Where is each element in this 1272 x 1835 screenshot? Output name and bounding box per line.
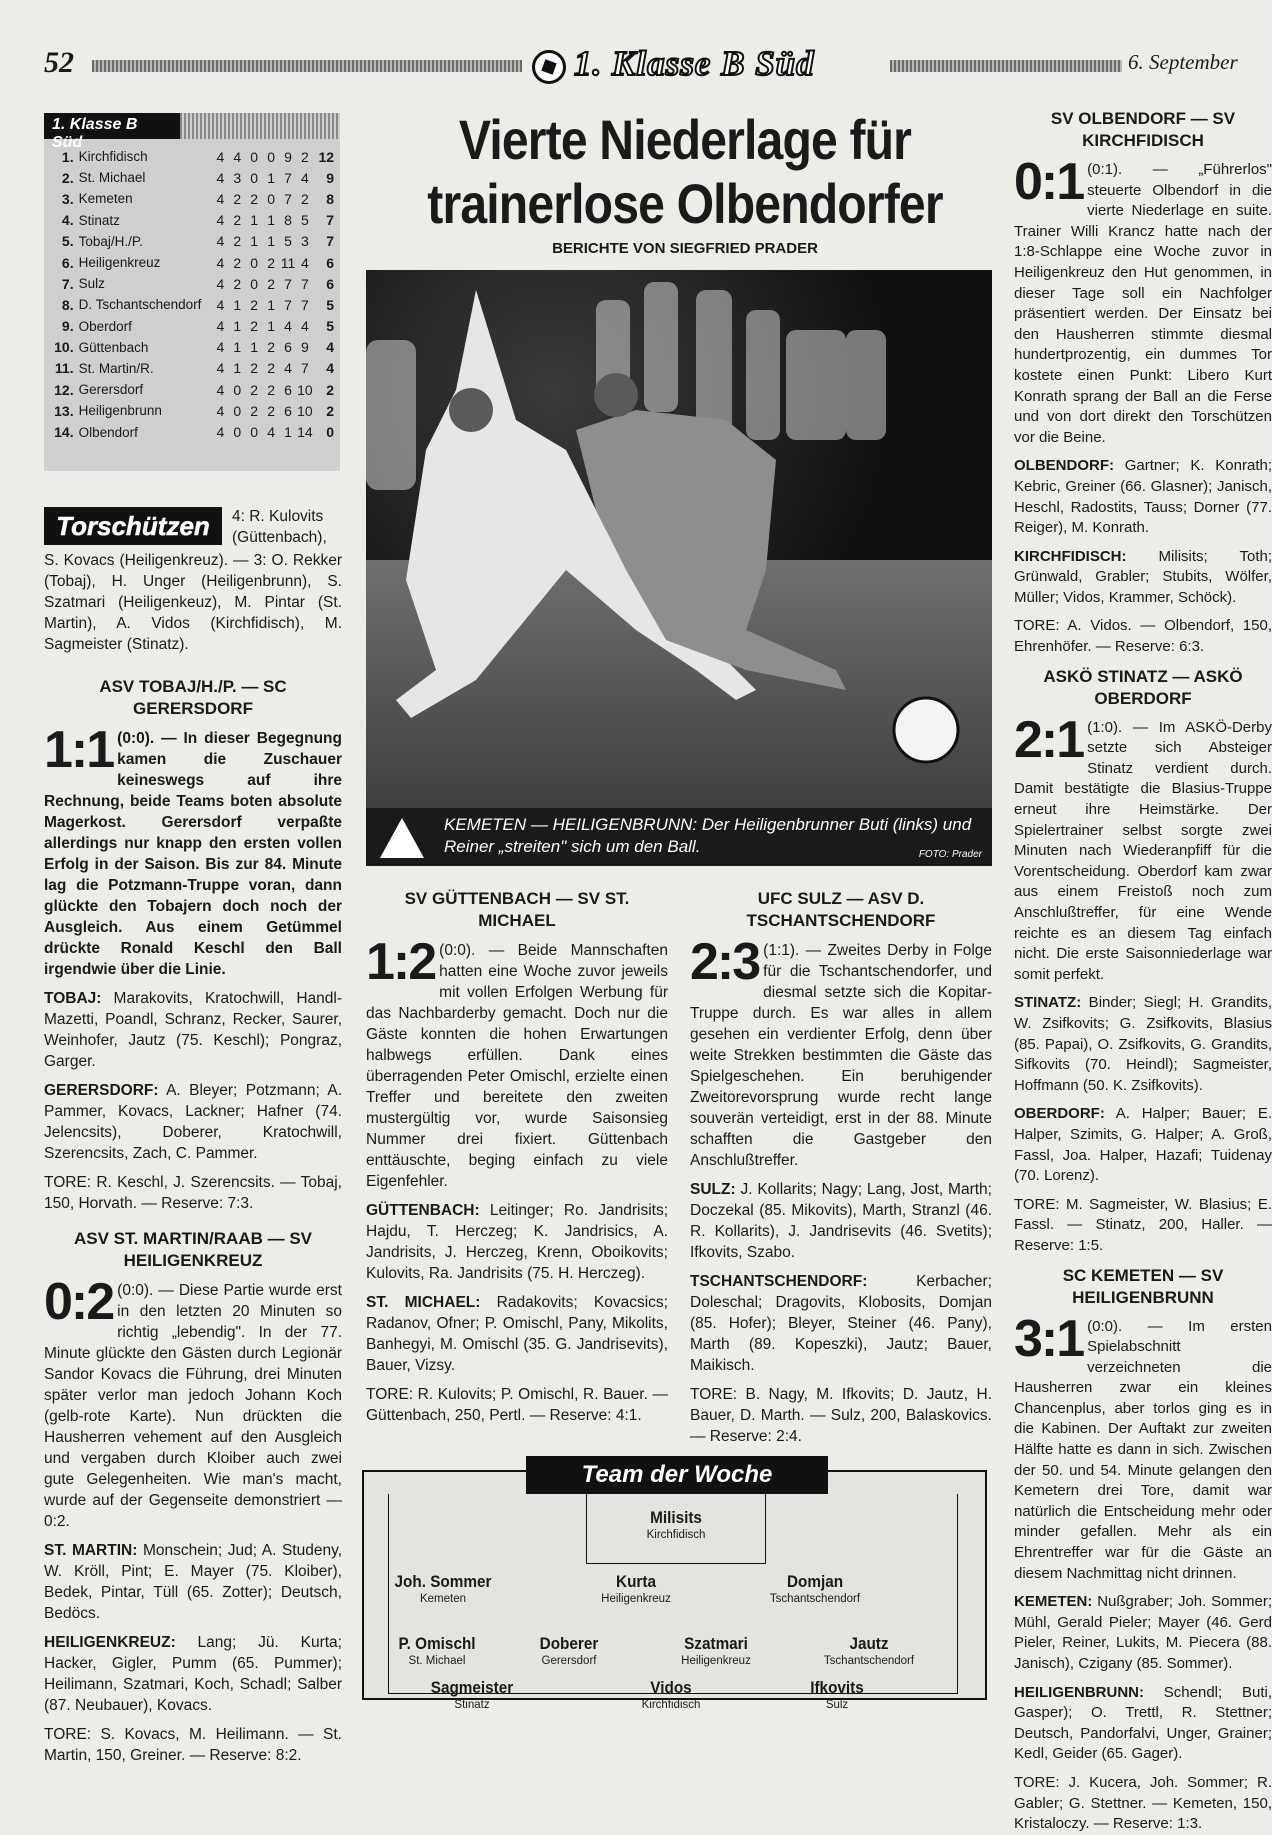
- header-rule-right: [890, 60, 1122, 72]
- standings-title: 1. Klasse B Süd: [44, 113, 180, 139]
- match-title: ASV ST. MARTIN/RAAB — SV HEILIGENKREUZ: [73, 1229, 313, 1270]
- standings-cell-pos: 5.: [61, 233, 74, 250]
- standings-cell-l: 0: [267, 148, 275, 165]
- match-title: ASKÖ STINATZ — ASKÖ OBERDORF: [1043, 666, 1243, 708]
- standings-cell-l: 1: [267, 296, 275, 313]
- standings-cell-pos: 10.: [54, 339, 74, 356]
- standings-cell-pts: 6: [326, 254, 335, 271]
- standings-cell-team: Olbendorf: [78, 424, 138, 440]
- standings-cell-g: 4: [216, 296, 225, 313]
- standings-row: [52, 400, 334, 421]
- standings-cell-g: 4: [216, 381, 225, 398]
- player-card: Jautz Tschantschendorf: [823, 1634, 915, 1667]
- match-title: ASV TOBAJ/H./P. — SC GERERSDORF: [99, 677, 287, 718]
- standings-cell-pos: 2.: [61, 169, 74, 186]
- goals-line: TORE: M. Sagmeister, W. Blasius; E. Fassl. — Stinatz, 200, Haller. — Reserve: 1:5.: [1014, 1195, 1272, 1254]
- headline: Vierte Niederlage für trainerlose Olbendorfer: [427, 108, 943, 235]
- match-title: SC KEMETEN — SV HEILIGENBRUNN: [1062, 1265, 1224, 1307]
- standings-cell-gf: 7: [284, 169, 292, 186]
- lineup-away: TSCHANTSCHENDORF: Kerbacher; Doleschal; Dragovits, Klobosits, Domjan (85. Hofer); Bleyer, Steiner (46. Pany), Marth (89. Kopeszki), Jautz; Bauer, Maikisch.: [690, 1273, 992, 1374]
- match-report: [44, 1273, 342, 1532]
- standings-cell-ga: 5: [301, 212, 309, 229]
- standings-cell-d: 0: [250, 254, 259, 271]
- standings-cell-l: 1: [267, 233, 275, 250]
- column-right: [1014, 108, 1272, 1835]
- standings-cell-team: D. Tschantschendorf: [78, 297, 202, 313]
- standings-cell-pos: 4.: [61, 212, 74, 229]
- standings-cell-pts: 4: [326, 360, 335, 377]
- match-score: 2:1: [1014, 710, 1084, 769]
- standings-cell-ga: 7: [301, 360, 309, 377]
- standings-cell-d: 2: [250, 402, 259, 419]
- standings-cell-l: 2: [267, 339, 275, 356]
- scorers-title: Torschützen: [44, 507, 222, 545]
- lineup-home: KEMETEN: Nußgraber; Joh. Sommer; Mühl, Gerald Pieler; Mayer (46. Gerd Pieler, Reiner, Lukits, M. Piecera (88. Janisch), Czigany (85. Sommer).: [1014, 1593, 1272, 1672]
- standings-row: [52, 294, 334, 315]
- standings-cell-g: 4: [216, 148, 225, 165]
- standings-cell-d: 0: [250, 275, 259, 292]
- lineup-away: HEILIGENBRUNN: Schendl; Buti, Gasper); O. Trettl, R. Stettner; Deutsch, Pandorfalvi, Unger, Grainer; Kedl, Geider (65. Gager).: [1014, 1683, 1272, 1763]
- standings-cell-g: 4: [216, 402, 225, 419]
- standings-row: [52, 146, 334, 167]
- standings-cell-gf: 5: [284, 233, 292, 250]
- lineup-away: OBERDORF: A. Halper; Bauer; E. Halper, Szimits, G. Halper; A. Groß, Fassl, Joa. Halper, Hazafi; Tuidenay (70. Lorenz).: [1014, 1105, 1272, 1185]
- lineup-home: SULZ: J. Kollarits; Nagy; Lang, Jost, Marth; Doczekal (85. Mikovits), Marth, Stranzl (46. R. Kollarits), J. Jandrisevits (46. Svetits); Ifkovits, Szabo.: [690, 1181, 992, 1261]
- section-title: 1. Klasse B Süd: [574, 44, 815, 83]
- match-report: [690, 933, 992, 1171]
- standings-cell-w: 2: [233, 212, 242, 229]
- column-center-left: [366, 888, 668, 1434]
- soccer-ball-icon: [532, 50, 566, 84]
- match-score: 1:2: [366, 933, 436, 991]
- standings-cell-pts: 9: [326, 169, 335, 186]
- standings-cell-ga: 4: [301, 318, 309, 335]
- standings-cell-team: Gerersdorf: [78, 382, 144, 398]
- standings-cell-pts: 6: [326, 275, 335, 292]
- lineup-home: STINATZ: Binder; Siegl; H. Grandits, W. Zsifkovits; G. Zsifkovits, Blasius (85. Papai), O. Zsifkovits, G. Grandits, Sifkovits (70. Heindl); Sagmeister, Hoffmann (50. K. Zsifkovits).: [1014, 994, 1272, 1094]
- standings-row: [52, 379, 334, 400]
- standings-cell-gf: 9: [284, 148, 292, 165]
- standings-cell-pos: 7.: [61, 275, 74, 292]
- standings-cell-l: 1: [267, 169, 275, 186]
- standings-cell-gf: 4: [284, 360, 292, 377]
- standings-row: [52, 273, 334, 294]
- standings-cell-team: Oberdorf: [78, 318, 132, 334]
- standings-cell-d: 2: [250, 360, 259, 377]
- standings-row: [52, 231, 334, 252]
- header-rule-left: [92, 60, 522, 72]
- lineup-away: HEILIGENKREUZ: Lang; Jü. Kurta; Hacker, Gigler, Pumm (65. Pummer); Heilimann, Szatmari, Koch, Schadl; Salber (87. Neubauer), Kovacs.: [44, 1634, 342, 1714]
- standings-table: [44, 113, 340, 471]
- standings-cell-d: 0: [250, 169, 259, 186]
- standings-cell-w: 1: [233, 339, 242, 356]
- standings-cell-gf: 7: [284, 296, 292, 313]
- standings-cell-w: 2: [233, 254, 242, 271]
- standings-cell-gf: 8: [284, 212, 292, 229]
- standings-cell-d: 0: [250, 148, 259, 165]
- standings-cell-pts: 2: [326, 402, 335, 419]
- standings-cell-l: 4: [267, 424, 275, 441]
- standings-cell-g: 4: [216, 169, 225, 186]
- player-card: Doberer Gerersdorf: [539, 1634, 599, 1667]
- standings-cell-pts: 7: [326, 212, 335, 229]
- standings-row: [52, 188, 334, 209]
- standings-cell-ga: 7: [301, 275, 309, 292]
- match-score: 0:2: [44, 1273, 114, 1331]
- standings-cell-pos: 1.: [61, 148, 74, 165]
- standings-cell-d: 1: [250, 212, 259, 229]
- standings-cell-pos: 9.: [61, 318, 74, 335]
- match-report: [1014, 1309, 1272, 1585]
- standings-cell-g: 4: [216, 254, 225, 271]
- match-title: SV GÜTTENBACH — SV ST. MICHAEL: [404, 889, 630, 930]
- standings-cell-d: 2: [250, 190, 259, 207]
- standings-cell-gf: 7: [284, 190, 292, 207]
- player-card: Vidos Kirchfidisch: [641, 1678, 701, 1711]
- match-score: 3:1: [1014, 1309, 1084, 1368]
- standings-cell-w: 2: [233, 190, 242, 207]
- standings-cell-gf: 6: [284, 402, 292, 419]
- standings-cell-team: Kirchfidisch: [78, 149, 148, 165]
- lineup-away: ST. MICHAEL: Radakovits; Kovacsics; Radanov, Ofner; P. Omischl, Pany, Mikolits, Banhegyi, M. Omischl (35. G. Jandrisevits), Bauer, Vizsy.: [366, 1294, 668, 1374]
- standings-cell-l: 1: [267, 318, 275, 335]
- standings-cell-pos: 13.: [54, 402, 74, 419]
- standings-cell-w: 2: [233, 275, 242, 292]
- report-text: (0:1). — „Führerlos" steuerte Olbendorf in die vierte Niederlage en suite. Trainer Willi Krancz hatte nach der 1:8-Schlappe eine Woche zuvor in Heiligenkreuz den Hut genommen, in dieser Tage soll ein Nachfolger präsentiert werden. Der Einsatz bei den Hausherren stimmte diesmal hundertprozentig, ein dummes Tor kostete einen Punkt: Libero Kurt Konrath sprang der Ball an die Ferse und von dort direkt den Torschützen vor die Beine.: [1014, 161, 1272, 446]
- scorers-text: S. Kovacs (Heiligenkreuz). — 3: O. Rekker (Tobaj), H. Unger (Heiligenbrunn), S. Szatmari (Heiligenkeuz), M. Pintar (St. Martin), A. Vidos (Kirchfidisch), M. Sagmeister (Stinatz).: [44, 552, 342, 653]
- standings-row: [52, 337, 334, 358]
- report-text: (0:0). — Beide Mannschaften hatten eine Woche zuvor jeweils mit vollen Erfolgen Werbung für das Nachbarderby gemacht. Doch nur die Gäste konnten die hohen Erwartungen halbwegs erfüllen. Dank eines überragenden Peter Omischl, erzielte einen Treffer und bereitete den zweiten mustergültig vor, wurde Saisonsieg Nummer drei fixiert. Güttenbach enttäuschte, beging einfach zu viele Eigenfehler.: [366, 942, 668, 1190]
- report-text: (0:0). — Diese Partie wurde erst in den letzten 20 Minuten so richtig „lebendig". In der 77. Minute glückte den Gästen durch Legionär Sandor Kovacs die Führung, drei Minuten später verlor man jedoch Johann Koch (gelb-rote Karte). Nun drückten die Hausherren vehement auf den Ausgleich und vergaben durch Kloiber auch zwei gute Gelegenheiten. Wie man's macht, wurde auf der Gegenseite demonstriert — 0:2.: [44, 1282, 342, 1530]
- standings-cell-team: Heiligenbrunn: [78, 403, 162, 419]
- standings-cell-g: 4: [216, 318, 225, 335]
- match-score: 0:1: [1014, 153, 1084, 211]
- report-text: (1:1). — Zweites Derby in Folge für die Tschantschendorfer, und diesmal setzte sich die Kopitar-Truppe durch. Es war alles in allem gesehen ein verdienter Erfolg, denn über weite Strekken bestimmten die Gäste das Spielgeschehen. Ein beruhigender Zweitorevorsprung wurde recht lange souverän verteidigt, erst in der 88. Minute schafften die Gastgeber den Anschlußtreffer.: [690, 942, 992, 1169]
- standings-cell-pos: 12.: [54, 381, 74, 398]
- player-card: Szatmari Heiligenkreuz: [681, 1634, 751, 1667]
- standings-cell-team: Heiligenkreuz: [78, 255, 161, 271]
- standings-cell-gf: 7: [284, 275, 292, 292]
- byline: BERICHTE VON SIEGFRIED PRADER: [552, 240, 818, 257]
- triangle-icon: [380, 818, 424, 858]
- standings-cell-pos: 11.: [54, 360, 74, 377]
- standings-cell-d: 2: [250, 318, 259, 335]
- player-card: P. Omischl St. Michael: [398, 1634, 476, 1667]
- standings-cell-w: 4: [233, 148, 242, 165]
- standings-cell-team: Stinatz: [78, 212, 120, 228]
- report-text: (0:0). — In dieser Begegnung kamen die Zuschauer keineswegs auf ihre Rechnung, beide Teams boten absolute Magerkost. Gerersdorf verpaßte allerdings nur knapp den ersten vollen Erfolg in der Saison. Bis zur 84. Minute lag die Potzmann-Truppe voran, dann glückte den Tobajern doch noch der Ausgleich. Aus einem Getümmel drückte Ronald Keschl den Ball irgendwie über die Linie.: [44, 730, 342, 978]
- standings-cell-team: Sulz: [78, 276, 105, 292]
- standings-cell-w: 0: [233, 381, 242, 398]
- standings-cell-pos: 6.: [61, 254, 74, 271]
- standings-cell-ga: 14: [297, 424, 313, 441]
- standings-cell-team: St. Michael: [78, 170, 146, 186]
- standings-cell-l: 2: [267, 402, 275, 419]
- lineup-home: GÜTTENBACH: Leitinger; Ro. Jandrisits; Hajdu, T. Herczeg; K. Jandrisics, A. Jandrisits, J. Herczeg, Krenn, Oboikovits; Kulovits, Ra. Jandrisits (75. H. Herczeg).: [366, 1202, 668, 1282]
- standings-cell-w: 1: [233, 318, 242, 335]
- standings-cell-gf: 6: [284, 339, 292, 356]
- standings-cell-w: 3: [233, 169, 242, 186]
- column-center-right: [690, 888, 992, 1455]
- standings-cell-l: 0: [267, 190, 275, 207]
- match-report: [366, 933, 668, 1192]
- standings-cell-g: 4: [216, 360, 225, 377]
- player-card: Domjan Tschantschendorf: [769, 1572, 861, 1605]
- standings-cell-pos: 8.: [61, 296, 74, 313]
- standings-cell-gf: 1: [284, 424, 292, 441]
- match-score: 1:1: [44, 721, 114, 779]
- team-of-the-week-title: Team der Woche: [526, 1456, 828, 1494]
- issue-date: 6. September: [1128, 50, 1238, 74]
- standings-rows: [52, 146, 334, 443]
- goals-line: TORE: S. Kovacs, M. Heilimann. — St. Martin, 150, Greiner. — Reserve: 8:2.: [44, 1726, 342, 1764]
- lineup-away: KIRCHFIDISCH: Milisits; Toth; Grünwald, Grabler; Stubits, Wölfer, Müller; Vidos, Krammer, Schöck).: [1014, 547, 1272, 606]
- standings-row: [52, 316, 334, 337]
- goals-line: TORE: A. Vidos. — Olbendorf, 150, Ehrenhöfer. — Reserve: 6:3.: [1014, 617, 1272, 656]
- standings-cell-g: 4: [216, 212, 225, 229]
- standings-cell-w: 0: [233, 402, 242, 419]
- standings-cell-pos: 14.: [54, 424, 74, 441]
- goals-line: TORE: J. Kucera, Joh. Sommer; R. Gabler; G. Stettner. — Kemeten, 150, Kristaloczy. — Reserve: 1:3.: [1014, 1773, 1272, 1833]
- goals-line: TORE: R. Keschl, J. Szerencsits. — Tobaj, 150, Horvath. — Reserve: 7:3.: [44, 1174, 342, 1212]
- standings-row: [52, 210, 334, 231]
- standings-cell-g: 4: [216, 339, 225, 356]
- standings-cell-team: Kemeten: [78, 191, 133, 207]
- standings-cell-w: 1: [233, 296, 242, 313]
- match-report: [44, 721, 342, 980]
- standings-title-rule: [180, 113, 340, 139]
- match-photo: [366, 270, 992, 808]
- standings-cell-gf: 11: [280, 254, 296, 271]
- standings-cell-pts: 0: [326, 424, 335, 441]
- lineup-home: OLBENDORF: Gartner; K. Konrath; Kebric, Greiner (66. Glasner); Janisch, Heschl, Radostits, Tauss; Dorner (77. Reiger), M. Konrath.: [1014, 457, 1272, 537]
- standings-cell-ga: 3: [301, 233, 309, 250]
- photo-credit: FOTO: Prader: [918, 849, 982, 860]
- lineup-home: TOBAJ: Marakovits, Kratochwill, Handl-Mazetti, Poandl, Schranz, Recker, Saurer, Weinhofer, Jautz (75. Keschl); Pongraz, Garger.: [44, 990, 342, 1070]
- standings-cell-ga: 9: [301, 339, 309, 356]
- standings-cell-l: 2: [267, 275, 275, 292]
- standings-cell-g: 4: [216, 424, 225, 441]
- standings-row: [52, 252, 334, 273]
- standings-cell-w: 0: [233, 424, 242, 441]
- caption-text: KEMETEN — HEILIGENBRUNN: Der Heiligenbrunner Buti (links) und Reiner „streiten" sich um den Ball.: [444, 815, 972, 856]
- standings-cell-g: 4: [216, 190, 225, 207]
- scorers-intro: 4: R. Kulovits (Güttenbach),: [232, 508, 327, 546]
- standings-cell-ga: 4: [301, 169, 309, 186]
- standings-cell-gf: 4: [284, 318, 292, 335]
- lineup-home: ST. MARTIN: Monschein; Jud; A. Studeny, W. Kröll, Pint; E. Mayer (75. Kloiber), Bedek, Pintar, Tüll (65. Zotter); Deutsch, Bedöcs.: [44, 1542, 342, 1622]
- player-card: Ifkovits Sulz: [810, 1678, 864, 1711]
- match-report: [1014, 153, 1272, 448]
- standings-cell-g: 4: [216, 275, 225, 292]
- team-of-the-week: [362, 1461, 987, 1711]
- standings-cell-l: 2: [267, 254, 275, 271]
- match-report: [1014, 710, 1272, 986]
- player-card: Joh. Sommer Kemeten: [394, 1572, 492, 1605]
- standings-cell-d: 1: [250, 339, 259, 356]
- player-card: Kurta Heiligenkreuz: [601, 1572, 671, 1605]
- standings-cell-team: St. Martin/R.: [78, 360, 154, 376]
- column-right-clip: [1014, 108, 1272, 1833]
- photo-caption: [366, 808, 992, 866]
- standings-cell-pts: 2: [326, 381, 335, 398]
- column-left: [44, 676, 342, 1774]
- goals-line: TORE: R. Kulovits; P. Omischl, R. Bauer. — Güttenbach, 250, Pertl. — Reserve: 4:1.: [366, 1386, 668, 1424]
- standings-row: [52, 421, 334, 442]
- player-card: Sagmeister Stinatz: [430, 1678, 514, 1711]
- page-number: 52: [44, 46, 74, 79]
- standings-cell-team: Güttenbach: [78, 339, 149, 355]
- match-score: 2:3: [690, 933, 760, 991]
- standings-cell-ga: 4: [301, 254, 309, 271]
- match-title: UFC SULZ — ASV D. TSCHANTSCHENDORF: [746, 889, 936, 930]
- standings-cell-w: 2: [233, 233, 242, 250]
- standings-cell-pts: 4: [326, 339, 335, 356]
- goals-line: TORE: B. Nagy, M. Ifkovits; D. Jautz, H. Bauer, D. Marth. — Sulz, 200, Balaskovics. — Reserve: 2:4.: [690, 1386, 992, 1445]
- standings-cell-ga: 10: [297, 402, 313, 419]
- standings-row: [52, 167, 334, 188]
- report-text: (1:0). — Im ASKÖ-Derby setzte sich Absteiger Stinatz verdient durch. Damit bestätigte die Blasius-Truppe erneut ihre Heimstärke. Der Spielertrainer selbst sorgte zwei Minuten nach Wiederanpfiff für die Vorentscheidung. Oberdorf kam zwar aus einem Freistoß noch zum Anschlußtreffer, für eine Wende reichte es an diesem Tag einfach nicht. Die erste Saisonniederlage war somit perfekt.: [1014, 718, 1272, 983]
- standings-cell-l: 1: [267, 212, 275, 229]
- standings-cell-ga: 10: [297, 381, 313, 398]
- standings-cell-pts: 8: [326, 190, 335, 207]
- standings-cell-l: 2: [267, 381, 275, 398]
- lineup-away: GERERSDORF: A. Bleyer; Potzmann; A. Pammer, Kovacs, Lackner; Hafner (74. Jelencsits), Doberer, Kratochwill, Szerencsits, Zach, C. Pammer.: [44, 1082, 342, 1162]
- standings-cell-l: 2: [267, 360, 275, 377]
- standings-cell-pts: 7: [326, 233, 335, 250]
- players-illustration: [366, 270, 992, 808]
- standings-cell-gf: 6: [284, 381, 292, 398]
- standings-cell-team: Tobaj/H./P.: [78, 233, 143, 249]
- standings-cell-pts: 12: [318, 148, 335, 165]
- report-text: (0:0). — Im ersten Spielabschnitt verzeichneten die Hausherren zwar ein kleines Chancenplus, aber torlos ging es in die Kabinen. Der Auftakt zur zweiten Hälfte hatte es dann in sich. Zwischen der 50. und 54. Minute gelangen den Kemetern drei Tore, damit war natürlich die Entscheidung mehr oder minder gefallen. Mehr als ein Ehrentreffer war für die Gäste an diesem Nachmittag nicht drinnen.: [1014, 1317, 1272, 1582]
- standings-cell-ga: 2: [301, 190, 309, 207]
- standings-cell-w: 1: [233, 360, 242, 377]
- standings-cell-pts: 5: [326, 296, 335, 313]
- standings-cell-d: 0: [250, 424, 259, 441]
- standings-cell-pts: 5: [326, 318, 335, 335]
- standings-cell-pos: 3.: [61, 190, 74, 207]
- standings-cell-d: 2: [250, 381, 259, 398]
- match-title: SV OLBENDORF — SV KIRCHFIDISCH: [1050, 109, 1236, 150]
- standings-cell-ga: 7: [301, 296, 309, 313]
- standings-cell-ga: 2: [301, 148, 309, 165]
- player-card: Milisits Kirchfidisch: [646, 1508, 706, 1541]
- standings-row: [52, 358, 334, 379]
- standings-cell-d: 1: [250, 233, 259, 250]
- standings-cell-d: 2: [250, 296, 259, 313]
- standings-cell-g: 4: [216, 233, 225, 250]
